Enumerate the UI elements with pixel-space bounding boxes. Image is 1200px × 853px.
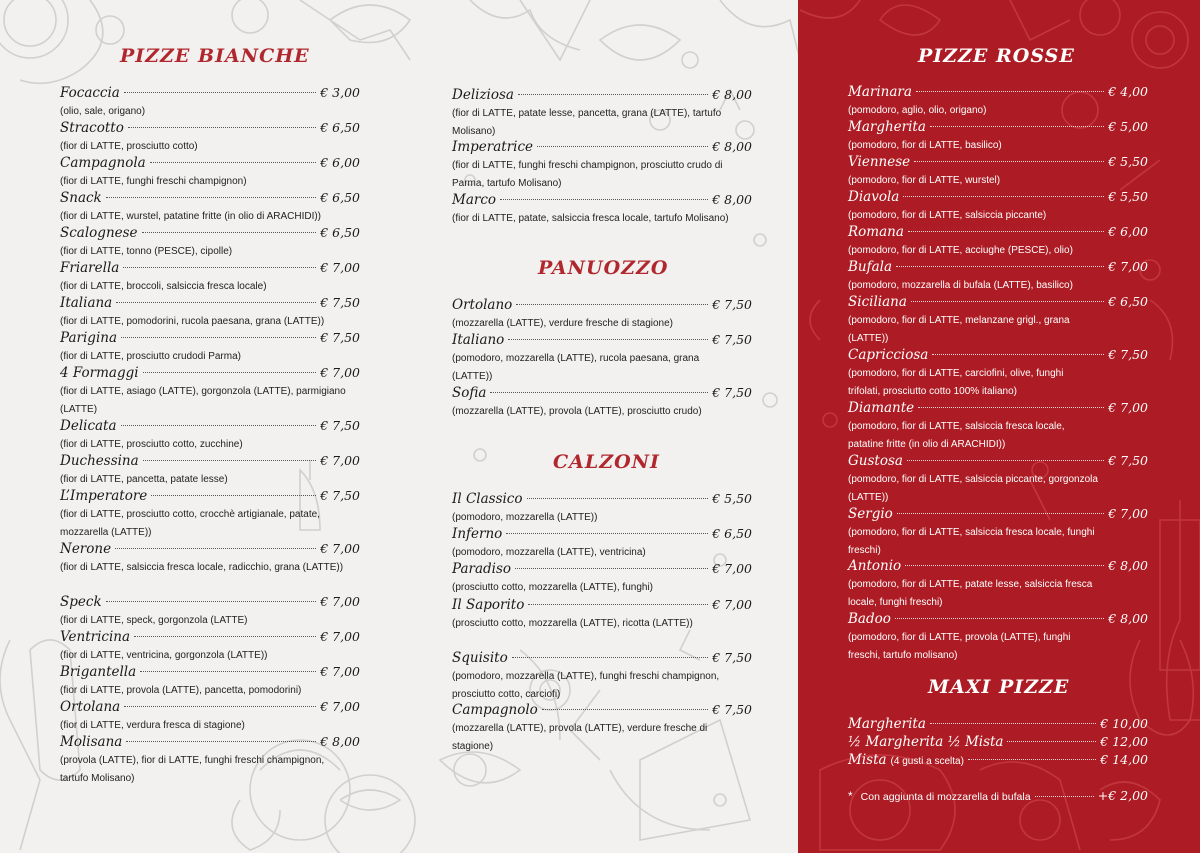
- menu-item-line: [848, 293, 1148, 311]
- menu-item-line: [848, 557, 1148, 575]
- menu-item-ingredients: (fior di LATTE, verdura fresca di stagione): [60, 720, 245, 731]
- menu-item-ingredients: (olio, sale, origano): [60, 106, 146, 117]
- menu-item-line: [452, 525, 752, 543]
- menu-item-price: € 8,00: [712, 139, 752, 154]
- menu-item-ingredients: (provola (LATTE), fior di LATTE, funghi freschi champignon, tartufo Molisano): [60, 755, 325, 784]
- note-price: +€ 2,00: [1097, 788, 1148, 803]
- menu-item-line: [60, 628, 360, 646]
- menu-item-name: Molisana: [60, 734, 123, 750]
- menu-item-name: Delicata: [60, 418, 117, 434]
- menu-item: [452, 560, 752, 597]
- menu-item-name: Ortolana: [60, 699, 121, 715]
- menu-item-price: € 7,00: [320, 260, 360, 275]
- menu-item-dot-leader: [106, 601, 317, 602]
- menu-item-ingredients: (fior di LATTE, pomodorini, rucola paesana, grana (LATTE)): [60, 316, 325, 327]
- menu-item-price: € 8,00: [320, 734, 360, 749]
- menu-item-price: € 5,50: [1108, 189, 1148, 204]
- menu-item-ingredients: (pomodoro, fior di LATTE, provola (LATTE), funghi freschi, tartufo molisano): [848, 632, 1071, 661]
- menu-item-ingredients: (fior di LATTE, speck, gorgonzola (LATTE): [60, 615, 248, 626]
- menu-item-ingredients: (fior di LATTE, broccoli, salsiccia fresca locale): [60, 281, 267, 292]
- menu-item-dot-leader: [914, 161, 1104, 162]
- menu-item-name: Stracotto: [60, 120, 124, 136]
- menu-item-name: Bufala: [848, 259, 893, 275]
- menu-item-name: Deliziosa: [452, 87, 514, 103]
- menu-item-line: [848, 346, 1148, 364]
- menu-item-line: [452, 331, 752, 349]
- menu-item-price: € 8,00: [712, 192, 752, 207]
- menu-item-dot-leader: [518, 94, 708, 95]
- menu-item-name: Scalognese: [60, 225, 138, 241]
- menu-item-line: [848, 452, 1148, 470]
- menu-item-name: Ortolano: [452, 297, 513, 313]
- menu-item-price: € 6,50: [712, 526, 752, 541]
- menu-item-ingredients: (pomodoro, fior di LATTE, salsiccia fresca locale, patatine fritte (in olio di ARACHIDI)): [848, 421, 1065, 450]
- menu-item-dot-leader: [500, 199, 708, 200]
- menu-item: [60, 364, 360, 418]
- menu-item-dot-leader: [930, 126, 1104, 127]
- menu-item-ingredients: (mozzarella (LATTE), verdure fresche di stagione): [452, 318, 674, 329]
- menu-item-dot-leader: [930, 723, 1096, 724]
- menu-item: [60, 663, 360, 700]
- menu-item: [60, 259, 360, 296]
- menu-item-line: [848, 610, 1148, 628]
- menu-item-line: [848, 733, 1148, 751]
- menu-item-dot-leader: [903, 196, 1104, 197]
- menu-item-dot-leader: [918, 407, 1104, 408]
- menu-item-dot-leader: [124, 706, 316, 707]
- menu-item-name: Marinara: [848, 84, 912, 100]
- menu-item: [60, 189, 360, 226]
- menu-item-price: € 6,50: [320, 120, 360, 135]
- menu-item-dot-leader: [106, 197, 317, 198]
- menu-item-dot-leader: [115, 548, 316, 549]
- menu-item-price: € 7,00: [320, 453, 360, 468]
- menu-item-ingredients: (pomodoro, mozzarella (LATTE), rucola paesana, grana (LATTE)): [452, 353, 700, 382]
- menu-item-ingredients: (fior di LATTE, wurstel, patatine fritte (in olio di ARACHIDI)): [60, 211, 322, 222]
- menu-item-ingredients: (prosciutto cotto, mozzarella (LATTE), ricotta (LATTE)): [452, 618, 693, 629]
- menu-item-name: Sofia: [452, 385, 487, 401]
- menu-item: [452, 138, 752, 192]
- menu-item-price: € 7,50: [320, 488, 360, 503]
- menu-item-dot-leader: [515, 568, 708, 569]
- menu-item-ingredients: (fior di LATTE, salsiccia fresca locale, radicchio, grana (LATTE)): [60, 562, 344, 573]
- menu-item-price: € 6,50: [320, 225, 360, 240]
- menu-item: [848, 118, 1148, 155]
- menu-item-price: € 6,00: [1108, 224, 1148, 239]
- menu-item-dot-leader: [123, 267, 316, 268]
- menu-item: [452, 296, 752, 333]
- menu-item-dot-leader: [1007, 741, 1096, 742]
- menu-item-price: € 7,00: [1108, 400, 1148, 415]
- menu-item-line: [60, 364, 360, 382]
- menu-item: [452, 490, 752, 527]
- menu-item: [60, 329, 360, 366]
- menu-item: [848, 223, 1148, 260]
- menu-item-name: Snack: [60, 190, 102, 206]
- menu-item-name: Gustosa: [848, 453, 903, 469]
- section-title-panuozzo: PANUOZZO: [538, 257, 669, 279]
- menu-item-ingredients: (prosciutto cotto, mozzarella (LATTE), funghi): [452, 582, 653, 593]
- menu-item-ingredients: (fior di LATTE, funghi freschi champignon): [60, 176, 247, 187]
- menu-item-ingredients: (fior di LATTE, tonno (PESCE), cipolle): [60, 246, 233, 257]
- menu-item-name: Paradiso: [452, 561, 512, 577]
- menu-item-ingredients: (fior di LATTE, asiago (LATTE), gorgonzola (LATTE), parmigiano (LATTE): [60, 386, 346, 415]
- menu-item-line: [60, 189, 360, 207]
- menu-item-dot-leader: [908, 231, 1104, 232]
- menu-item-line: [60, 417, 360, 435]
- menu-item-name: L’Imperatore: [60, 488, 148, 504]
- menu-item-line: [452, 596, 752, 614]
- menu-item-price: € 7,50: [712, 385, 752, 400]
- menu-item-line: [848, 188, 1148, 206]
- menu-item-line: [60, 84, 360, 102]
- menu-item-price: € 5,50: [1108, 154, 1148, 169]
- menu-item-price: € 7,50: [712, 702, 752, 717]
- menu-item: [60, 628, 360, 665]
- menu-item: [60, 452, 360, 489]
- menu-item: [452, 596, 752, 633]
- menu-item-price: € 7,00: [320, 629, 360, 644]
- menu-item-name: Antonio: [848, 558, 902, 574]
- menu-item: [60, 733, 360, 787]
- menu-item-name: Diamante: [848, 400, 915, 416]
- menu-item-name: Italiana: [60, 295, 113, 311]
- menu-item-ingredients: (pomodoro, fior di LATTE, salsiccia piccante, gorgonzola (LATTE)): [848, 474, 1098, 503]
- menu-item: [60, 224, 360, 261]
- menu-item-name: Viennese: [848, 154, 911, 170]
- menu-item: [60, 417, 360, 454]
- menu-item-line: [848, 399, 1148, 417]
- menu-item-dot-leader: [512, 657, 709, 658]
- menu-item: [452, 331, 752, 385]
- menu-item-dot-leader: [142, 232, 317, 233]
- menu-item-name: Parigina: [60, 330, 117, 346]
- menu-item-name: Ventricina: [60, 629, 131, 645]
- menu-item-suffix: (4 gusti a scelta): [890, 756, 964, 767]
- menu-item-ingredients: (mozzarella (LATTE), provola (LATTE), verdure fresche di stagione): [452, 723, 708, 752]
- menu-item-dot-leader: [140, 671, 316, 672]
- menu-item-price: € 4,00: [1108, 84, 1148, 99]
- menu-item-dot-leader: [907, 460, 1104, 461]
- menu-item-dot-leader: [128, 127, 316, 128]
- menu-item-price: € 7,00: [1108, 506, 1148, 521]
- menu-item-ingredients: (fior di LATTE, patate lesse, pancetta, grana (LATTE), tartufo Molisano): [452, 108, 722, 137]
- menu-item-name: Romana: [848, 224, 904, 240]
- menu-item-ingredients: (fior di LATTE, ventricina, gorgonzola (LATTE)): [60, 650, 268, 661]
- menu-item: [848, 293, 1148, 347]
- menu-item-dot-leader: [916, 91, 1104, 92]
- menu-item-name: Speck: [60, 594, 102, 610]
- menu-item-price: € 7,50: [320, 418, 360, 433]
- menu-item-name: Squisito: [452, 650, 508, 666]
- menu-item-name: Focaccia: [60, 85, 120, 101]
- menu-item-ingredients: (pomodoro, mozzarella (LATTE), funghi freschi champignon, prosciutto cotto, carciofi): [452, 671, 720, 700]
- menu-item-line: [452, 86, 752, 104]
- menu-item-dot-leader: [932, 354, 1104, 355]
- menu-item-dot-leader: [490, 392, 708, 393]
- menu-item-dot-leader: [968, 759, 1096, 760]
- menu-item-ingredients: (fior di LATTE, patate, salsiccia fresca locale, tartufo Molisano): [452, 213, 729, 224]
- menu-item-line: [60, 259, 360, 277]
- menu-item: [60, 593, 360, 630]
- menu-item: [60, 84, 360, 121]
- menu-item: [848, 188, 1148, 225]
- menu-item: [848, 610, 1148, 664]
- menu-item-ingredients: (mozzarella (LATTE), provola (LATTE), prosciutto crudo): [452, 406, 702, 417]
- menu-item-ingredients: (fior di LATTE, prosciutto cotto, zucchine): [60, 439, 243, 450]
- menu-item-dot-leader: [911, 301, 1104, 302]
- menu-item: [452, 191, 752, 228]
- menu-item-name: Sergio: [848, 506, 893, 522]
- menu-item: [60, 540, 360, 577]
- menu-item: [60, 487, 360, 541]
- menu-item-price: € 5,50: [712, 491, 752, 506]
- menu-item-price: € 5,00: [1108, 119, 1148, 134]
- menu-item-dot-leader: [126, 741, 316, 742]
- menu-item-price: € 7,00: [320, 699, 360, 714]
- menu-item: [848, 258, 1148, 295]
- note-star: *: [848, 789, 853, 803]
- menu-item-price: € 6,00: [320, 155, 360, 170]
- menu-item: [848, 153, 1148, 190]
- menu-item: [60, 698, 360, 735]
- menu-item-line: [848, 258, 1148, 276]
- menu-item: [848, 751, 1148, 769]
- menu-item-dot-leader: [121, 337, 316, 338]
- menu-item-dot-leader: [143, 372, 317, 373]
- menu-item-price: € 7,00: [712, 597, 752, 612]
- note-text: Con aggiunta di mozzarella di bufala: [860, 791, 1031, 803]
- menu-item-price: € 7,50: [320, 295, 360, 310]
- section-title-pizze-rosse: PIZZE ROSSE: [918, 45, 1075, 67]
- menu-item-dot-leader: [896, 266, 1104, 267]
- menu-item-ingredients: (pomodoro, fior di LATTE, salsiccia fresca locale, funghi freschi): [848, 527, 1095, 556]
- menu-item: [60, 119, 360, 156]
- menu-item-line: [60, 487, 360, 505]
- menu-item: [848, 83, 1148, 120]
- menu-item-name: Imperatrice: [452, 139, 534, 155]
- menu-item-line: [452, 384, 752, 402]
- menu-item-dot-leader: [150, 162, 317, 163]
- menu-item-ingredients: (pomodoro, aglio, olio, origano): [848, 105, 987, 116]
- menu-item-name: Brigantella: [60, 664, 137, 680]
- menu-item-price: € 7,00: [320, 594, 360, 609]
- menu-item-line: [60, 294, 360, 312]
- menu-item-name: Margherita: [848, 716, 926, 732]
- section-title-calzoni: CALZONI: [553, 451, 660, 473]
- menu-item-name: Siciliana: [848, 294, 907, 310]
- menu-item-line: [60, 540, 360, 558]
- menu-item-price: € 7,00: [320, 664, 360, 679]
- menu-item-name: Margherita: [848, 119, 926, 135]
- menu-item-price: € 14,00: [1100, 752, 1148, 767]
- menu-item-name: Duchessina: [60, 453, 139, 469]
- menu-item-line: [60, 663, 360, 681]
- menu-item-price: € 7,00: [320, 365, 360, 380]
- menu-item-name: Marco: [452, 192, 497, 208]
- menu-item-ingredients: (pomodoro, mozzarella (LATTE)): [452, 512, 598, 523]
- menu-item-line: [60, 452, 360, 470]
- menu-item-name: Capricciosa: [848, 347, 929, 363]
- menu-item-name: Mista: [848, 752, 887, 768]
- menu-item-line: [452, 296, 752, 314]
- menu-item-ingredients: (pomodoro, mozzarella di bufala (LATTE), basilico): [848, 280, 1073, 291]
- menu-item-dot-leader: [134, 636, 316, 637]
- menu-item-line: [848, 118, 1148, 136]
- menu-item: [848, 399, 1148, 453]
- menu-item-price: € 8,00: [1108, 558, 1148, 573]
- maxi-bufala-note: [848, 788, 1148, 803]
- menu-item-dot-leader: [537, 146, 708, 147]
- menu-item-name: Badoo: [848, 611, 891, 627]
- menu-item-name: Campagnolo: [452, 702, 538, 718]
- menu-item-name: Il Saporito: [452, 597, 525, 613]
- menu-item-price: € 6,50: [1108, 294, 1148, 309]
- menu-item: [848, 715, 1148, 733]
- menu-item-line: [60, 224, 360, 242]
- menu-item-price: € 10,00: [1100, 716, 1148, 731]
- menu-item-ingredients: (pomodoro, fior di LATTE, wurstel): [848, 175, 1001, 186]
- menu-item-line: [60, 698, 360, 716]
- menu-item: [452, 86, 752, 140]
- menu-item-dot-leader: [528, 604, 708, 605]
- menu-item-name: Il Classico: [452, 491, 523, 507]
- menu-item-ingredients: (pomodoro, fior di LATTE, basilico): [848, 140, 1002, 151]
- menu-item-line: [452, 490, 752, 508]
- menu-item-ingredients: (pomodoro, fior di LATTE, patate lesse, salsiccia fresca locale, funghi freschi): [848, 579, 1093, 608]
- menu-item-line: [848, 505, 1148, 523]
- menu-item-line: [452, 649, 752, 667]
- menu-item-ingredients: (fior di LATTE, provola (LATTE), pancetta, pomodorini): [60, 685, 302, 696]
- menu-item-name: Nerone: [60, 541, 112, 557]
- menu-item: [848, 452, 1148, 506]
- menu-item-price: € 8,00: [1108, 611, 1148, 626]
- menu-item: [452, 525, 752, 562]
- menu-item-price: € 7,00: [1108, 259, 1148, 274]
- section-title-maxi-pizze: MAXI PIZZE: [928, 676, 1070, 698]
- menu-item-dot-leader: [116, 302, 316, 303]
- menu-item-price: € 6,50: [320, 190, 360, 205]
- menu-item: [848, 505, 1148, 559]
- menu-item: [60, 154, 360, 191]
- menu-item-line: [848, 223, 1148, 241]
- menu-item-dot-leader: [151, 495, 316, 496]
- menu-item-line: [848, 83, 1148, 101]
- menu-item-ingredients: (fior di LATTE, prosciutto crudodi Parma): [60, 351, 241, 362]
- menu-item-name: Italiano: [452, 332, 505, 348]
- menu-item-line: [848, 751, 1148, 769]
- menu-item-dot-leader: [516, 304, 708, 305]
- menu-item-ingredients: (fior di LATTE, pancetta, patate lesse): [60, 474, 228, 485]
- menu-item-price: € 7,50: [1108, 453, 1148, 468]
- menu-item-ingredients: (pomodoro, fior di LATTE, carciofini, olive, funghi trifolati, prosciutto cotto 100% italiano): [848, 368, 1064, 397]
- menu-item-line: [452, 560, 752, 578]
- menu-item-ingredients: (pomodoro, fior di LATTE, melanzane grigl., grana (LATTE)): [848, 315, 1070, 344]
- menu-item-price: € 8,00: [712, 87, 752, 102]
- menu-item-price: € 7,50: [712, 297, 752, 312]
- menu-item-dot-leader: [508, 339, 708, 340]
- menu-item-dot-leader: [506, 533, 708, 534]
- menu-item: [452, 649, 752, 703]
- menu-item: [848, 733, 1148, 751]
- menu-item-dot-leader: [121, 425, 317, 426]
- menu-item-line: [60, 733, 360, 751]
- note-dots: [1035, 796, 1094, 797]
- menu-item-line: [452, 701, 752, 719]
- menu-item-price: € 7,50: [712, 650, 752, 665]
- menu-item-line: [848, 153, 1148, 171]
- menu-item-dot-leader: [897, 513, 1104, 514]
- menu-item-dot-leader: [542, 709, 708, 710]
- menu-item-price: € 3,00: [320, 85, 360, 100]
- menu-item-price: € 12,00: [1100, 734, 1148, 749]
- menu-item-name: Diavola: [848, 189, 900, 205]
- menu-item-name: Friarella: [60, 260, 120, 276]
- menu-item: [452, 384, 752, 421]
- menu-item-line: [452, 191, 752, 209]
- menu-item: [452, 701, 752, 755]
- menu-item-ingredients: (pomodoro, fior di LATTE, acciughe (PESCE), olio): [848, 245, 1073, 256]
- menu-item-name: Inferno: [452, 526, 503, 542]
- menu-item-price: € 7,00: [320, 541, 360, 556]
- menu-item-price: € 7,50: [1108, 347, 1148, 362]
- menu-item: [848, 557, 1148, 611]
- menu-item-price: € 7,00: [712, 561, 752, 576]
- menu-item-line: [452, 138, 752, 156]
- menu-item-ingredients: (pomodoro, fior di LATTE, salsiccia piccante): [848, 210, 1047, 221]
- menu-item-price: € 7,50: [712, 332, 752, 347]
- menu-item-line: [60, 154, 360, 172]
- menu-item-ingredients: (fior di LATTE, funghi freschi champignon, prosciutto crudo di Parma, tartufo Molisano): [452, 160, 723, 189]
- menu-item-price: € 7,50: [320, 330, 360, 345]
- menu-item-line: [60, 119, 360, 137]
- menu-item-dot-leader: [895, 618, 1104, 619]
- menu-item-ingredients: (fior di LATTE, prosciutto cotto, crocchè artigianale, patate, mozzarella (LATTE)): [60, 509, 320, 538]
- menu-item-ingredients: (fior di LATTE, prosciutto cotto): [60, 141, 198, 152]
- section-title-pizze-bianche: PIZZE BIANCHE: [120, 45, 310, 67]
- menu-item-line: [848, 715, 1148, 733]
- menu-item-dot-leader: [905, 565, 1104, 566]
- menu-item-name: Campagnola: [60, 155, 146, 171]
- menu-item-ingredients: (pomodoro, mozzarella (LATTE), ventricina): [452, 547, 646, 558]
- menu-item-dot-leader: [527, 498, 709, 499]
- menu-item-name: 4 Formaggi: [60, 365, 139, 381]
- menu-item: [60, 294, 360, 331]
- menu-item-line: [60, 593, 360, 611]
- menu-item-dot-leader: [124, 92, 316, 93]
- menu-item-name: ½ Margherita ½ Mista: [848, 734, 1004, 750]
- menu-item: [848, 346, 1148, 400]
- menu-item-line: [60, 329, 360, 347]
- menu-item-dot-leader: [143, 460, 317, 461]
